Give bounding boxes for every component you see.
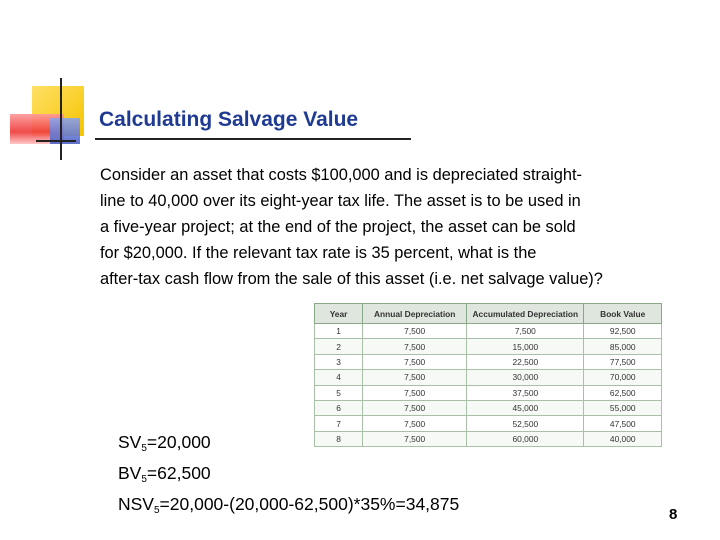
table-row (315, 416, 662, 431)
sv-subscript: 5 (141, 443, 147, 454)
page-number: 8 (669, 506, 678, 523)
cell-accumulated-depreciation: 15,000 (467, 339, 584, 354)
cell-accumulated-depreciation: 52,500 (467, 416, 584, 431)
cell-book-value: 77,500 (584, 354, 662, 369)
cell-accumulated-depreciation: 60,000 (467, 431, 584, 446)
problem-line: after-tax cash flow from the sale of this asset (i.e. net salvage value)? (100, 270, 603, 288)
net-salvage-value-line (118, 492, 459, 523)
table-row (315, 370, 662, 385)
cell-annual-depreciation: 7,500 (363, 354, 467, 369)
cell-year: 7 (315, 416, 363, 431)
table-row (315, 400, 662, 415)
cell-year: 6 (315, 400, 363, 415)
slide-title: Calculating Salvage Value (99, 108, 359, 131)
bv-label: BV (118, 463, 142, 483)
depreciation-table (314, 303, 662, 447)
cell-accumulated-depreciation: 7,500 (467, 324, 584, 339)
cell-book-value: 70,000 (584, 370, 662, 385)
cell-year: 3 (315, 354, 363, 369)
cell-book-value: 40,000 (584, 431, 662, 446)
book-value-line (118, 461, 459, 492)
cell-accumulated-depreciation: 30,000 (467, 370, 584, 385)
nsv-label: NSV (118, 494, 154, 514)
salvage-calculation (118, 430, 459, 523)
cell-annual-depreciation: 7,500 (363, 385, 467, 400)
nsv-subscript: 5 (153, 505, 160, 516)
bv-expression: =62,500 (146, 463, 211, 483)
nsv-expression: =20,000-(20,000-62,500)*35%=34,875 (159, 494, 460, 514)
cell-annual-depreciation: 7,500 (363, 339, 467, 354)
cell-book-value: 55,000 (584, 400, 662, 415)
cell-annual-depreciation: 7,500 (363, 400, 467, 415)
cell-annual-depreciation: 7,500 (363, 324, 467, 339)
salvage-value-line (118, 430, 459, 461)
cell-year: 4 (315, 370, 363, 385)
cell-book-value: 92,500 (584, 324, 662, 339)
cell-year: 5 (315, 385, 363, 400)
sv-expression: =20,000 (146, 432, 211, 452)
table-row (315, 354, 662, 369)
table-row (315, 324, 662, 339)
problem-line: for $20,000. If the relevant tax rate is 35 percent, what is the (100, 244, 537, 262)
cell-accumulated-depreciation: 22,500 (467, 354, 584, 369)
decorative-horizontal-line (36, 140, 76, 142)
cell-accumulated-depreciation: 37,500 (467, 385, 584, 400)
table-header-row (315, 304, 662, 324)
sv-label: SV (118, 432, 142, 452)
header-annual-depreciation: Annual Depreciation (363, 304, 467, 324)
problem-statement (100, 162, 680, 292)
cell-book-value: 47,500 (584, 416, 662, 431)
problem-line: line to 40,000 over its eight-year tax life. The asset is to be used in (100, 192, 581, 210)
header-accumulated-depreciation: Accumulated Depreciation (467, 304, 584, 324)
cell-annual-depreciation: 7,500 (363, 431, 467, 446)
table-row (315, 339, 662, 354)
title-underline (95, 138, 411, 140)
cell-book-value: 85,000 (584, 339, 662, 354)
cell-year: 2 (315, 339, 363, 354)
cell-year: 8 (315, 431, 363, 446)
cell-annual-depreciation: 7,500 (363, 370, 467, 385)
header-book-value: Book Value (584, 304, 662, 324)
cell-book-value: 62,500 (584, 385, 662, 400)
cell-year: 1 (315, 324, 363, 339)
header-year: Year (315, 304, 363, 324)
cell-accumulated-depreciation: 45,000 (467, 400, 584, 415)
decorative-vertical-line (60, 78, 62, 160)
cell-annual-depreciation: 7,500 (363, 416, 467, 431)
problem-line: Consider an asset that costs $100,000 and is depreciated straight- (100, 166, 582, 184)
table-row (315, 385, 662, 400)
problem-line: a five-year project; at the end of the project, the asset can be sold (100, 218, 576, 236)
bv-subscript: 5 (141, 474, 147, 485)
